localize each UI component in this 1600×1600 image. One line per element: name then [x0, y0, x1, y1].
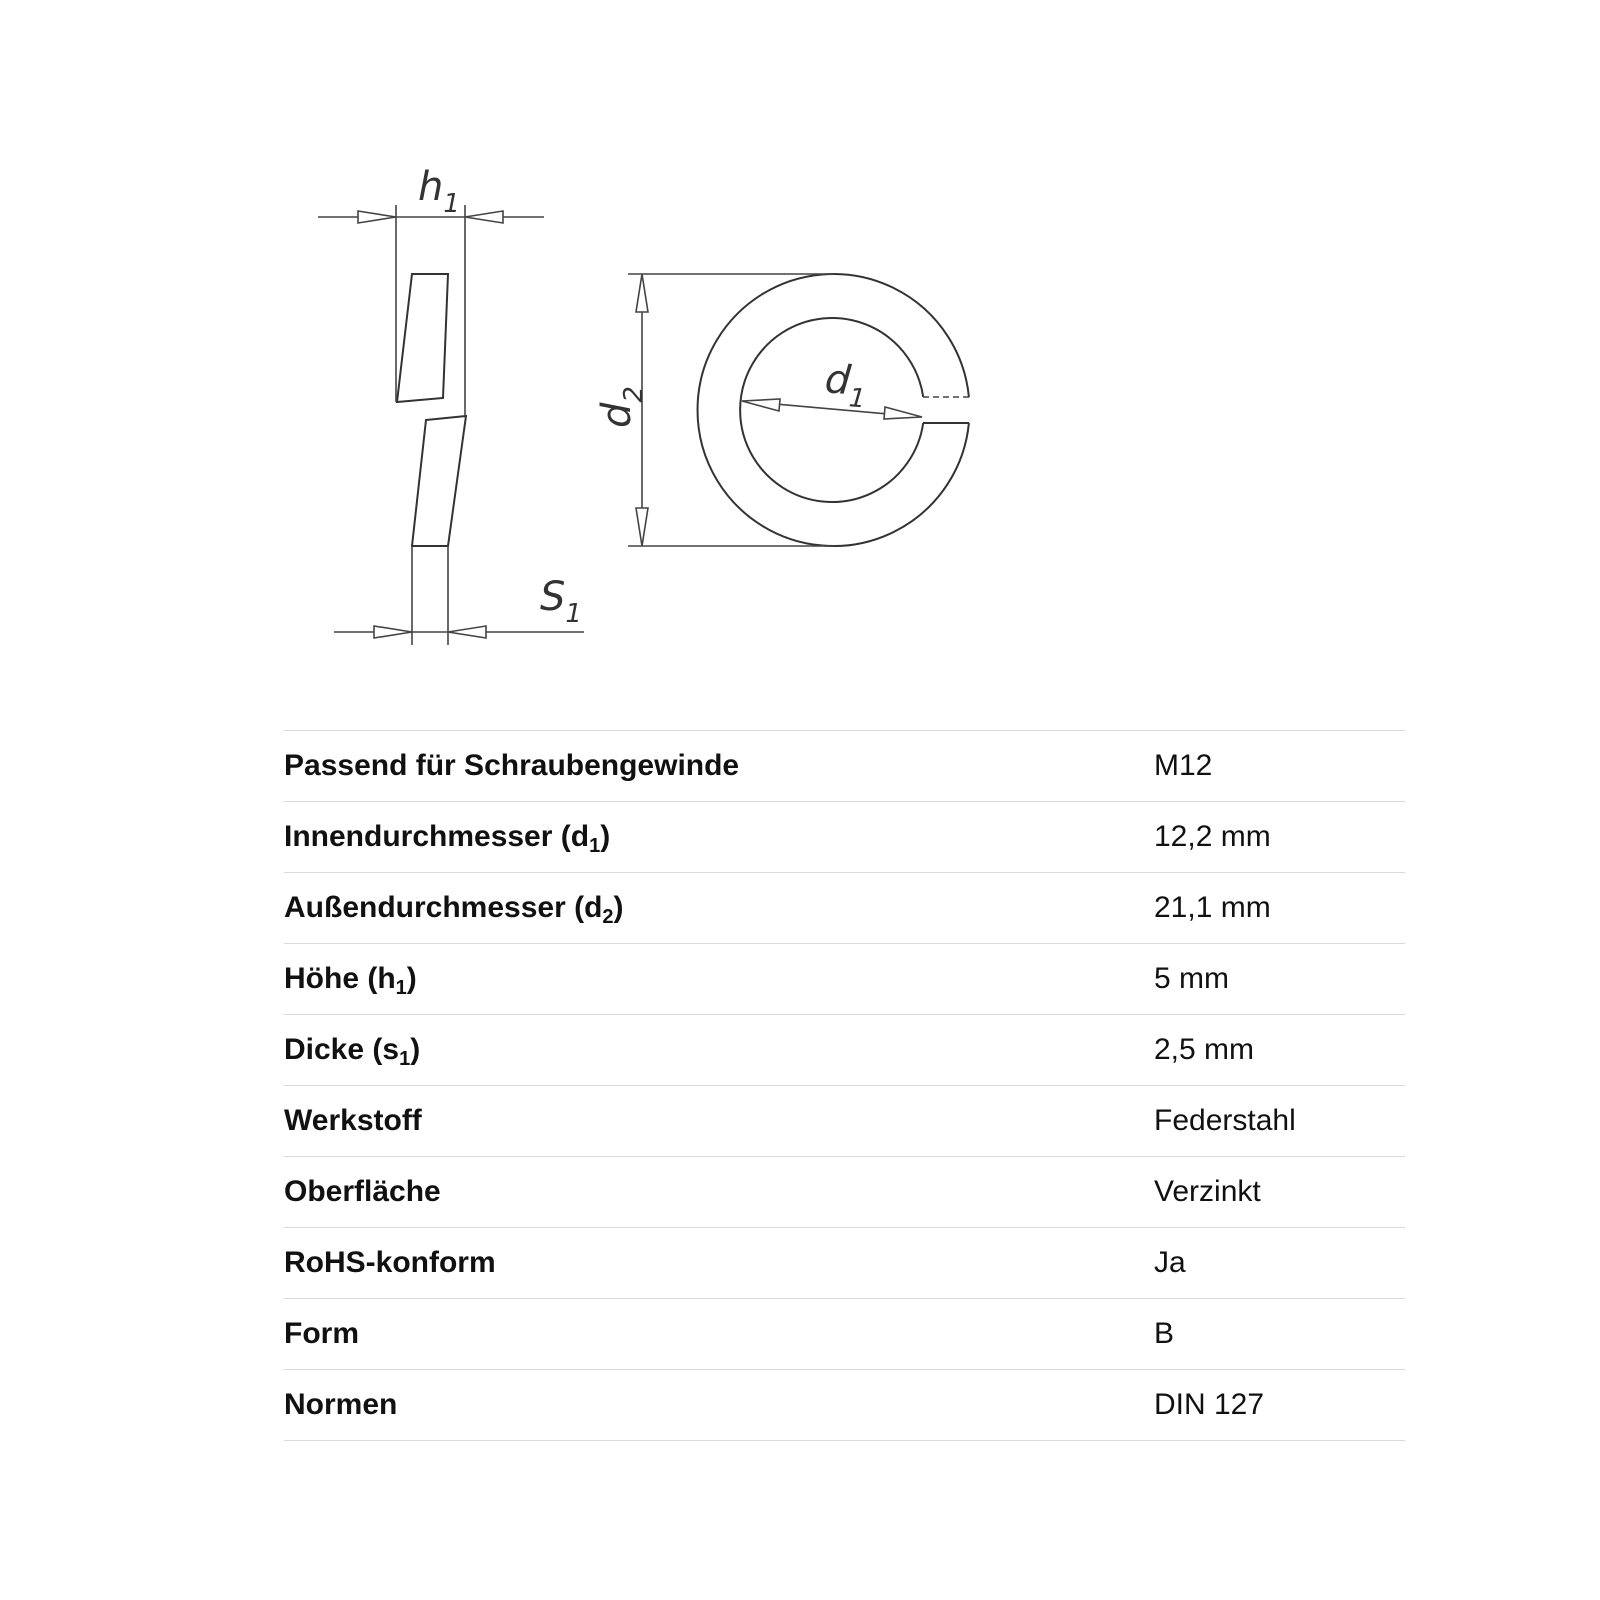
spec-label	[284, 1086, 1154, 1157]
spec-row	[284, 731, 1405, 802]
s1-arrow-left	[374, 626, 412, 638]
h1-label: $h_1$	[418, 164, 460, 219]
spec-label	[284, 1228, 1154, 1299]
spec-label-subscript: 2	[602, 906, 614, 928]
spec-row	[284, 1299, 1405, 1370]
spec-label-suffix: )	[410, 1033, 421, 1066]
spec-value: Verzinkt	[1154, 1157, 1405, 1228]
d2-arrow-top	[636, 274, 648, 312]
spec-row	[284, 802, 1405, 873]
spec-label-text: Passend für Schraubengewinde	[284, 749, 740, 782]
d1-label: $d_1$	[823, 356, 867, 415]
spec-row	[284, 1086, 1405, 1157]
d2-label: $d_2$	[594, 386, 649, 428]
spec-label	[284, 944, 1154, 1015]
side-view-upper-section	[397, 274, 448, 402]
spec-label-text: Höhe (h	[284, 962, 396, 995]
side-view-lower-section	[412, 416, 466, 546]
spec-label-text: Innendurchmesser (d	[284, 820, 590, 853]
spec-label	[284, 802, 1154, 873]
spec-row	[284, 1157, 1405, 1228]
spec-label-text: Werkstoff	[284, 1104, 422, 1137]
s1-arrow-right	[448, 626, 486, 638]
spring-washer-drawing	[0, 0, 1600, 720]
h1-arrow-left	[358, 211, 396, 223]
ring-outer-edge	[698, 274, 969, 546]
spec-label-subscript: 1	[399, 1048, 411, 1070]
h1-arrow-right	[465, 211, 503, 223]
spec-label	[284, 1370, 1154, 1441]
spec-row	[284, 1015, 1405, 1086]
spec-row	[284, 1228, 1405, 1299]
spec-label-subscript: 1	[589, 835, 601, 857]
spec-label-text: Dicke (s	[284, 1033, 400, 1066]
spec-label-suffix: )	[613, 891, 624, 924]
spec-label-subscript: 1	[395, 977, 407, 999]
d2-arrow-bottom	[636, 508, 648, 546]
spec-label-text: RoHS-konform	[284, 1246, 496, 1279]
spec-row	[284, 873, 1405, 944]
spec-label-suffix: )	[600, 820, 611, 853]
spec-value: 2,5 mm	[1154, 1015, 1405, 1086]
spec-table-body	[284, 731, 1405, 1441]
spec-label-text: Normen	[284, 1388, 398, 1421]
spec-value: 21,1 mm	[1154, 873, 1405, 944]
spec-value: Ja	[1154, 1228, 1405, 1299]
d1-arrow-right	[884, 407, 922, 419]
spec-value: 5 mm	[1154, 944, 1405, 1015]
spec-row	[284, 944, 1405, 1015]
spec-label	[284, 1157, 1154, 1228]
spec-value: DIN 127	[1154, 1370, 1405, 1441]
spec-label	[284, 873, 1154, 944]
spec-value: B	[1154, 1299, 1405, 1370]
spec-label-text: Außendurchmesser (d	[284, 891, 603, 924]
spec-label	[284, 731, 1154, 802]
front-view	[594, 274, 969, 546]
spec-label	[284, 1299, 1154, 1370]
spec-value: 12,2 mm	[1154, 802, 1405, 873]
spec-row	[284, 1370, 1405, 1441]
d1-arrow-left	[742, 399, 780, 411]
side-view	[318, 164, 584, 645]
spec-value: M12	[1154, 731, 1405, 802]
spec-label-text: Form	[284, 1317, 359, 1350]
s1-label: $S_1$	[540, 574, 582, 629]
spec-label-suffix: )	[406, 962, 417, 995]
spec-table	[284, 730, 1405, 1441]
spec-label-text: Oberfläche	[284, 1175, 441, 1208]
spec-value: Federstahl	[1154, 1086, 1405, 1157]
spec-label	[284, 1015, 1154, 1086]
